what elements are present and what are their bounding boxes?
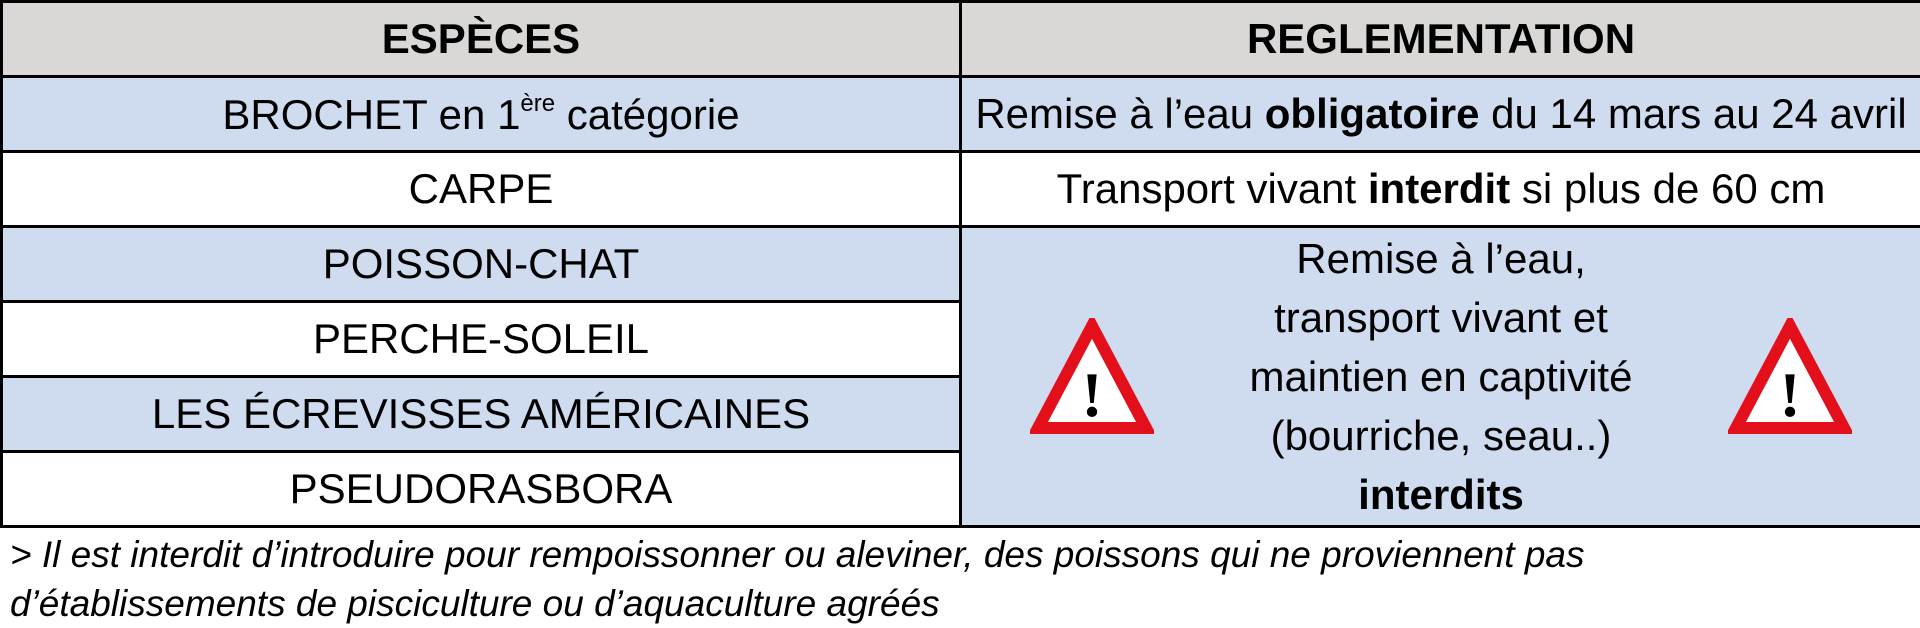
regulation-line: transport vivant et (962, 288, 1920, 347)
regulation-line: maintien en captivité (962, 347, 1920, 406)
merged-regulation-cell (961, 227, 1920, 527)
species-cell: LES ÉCREVISSES AMÉRICAINES (2, 377, 961, 452)
footnote-line: > Il est interdit d’introduire pour rempoissonner ou aleviner, des poissons qui ne proviennent pas (10, 530, 1584, 579)
regulation-cell: Transport vivant interdit si plus de 60 cm (961, 152, 1920, 227)
table-row (2, 77, 1920, 152)
table-row (2, 152, 1920, 227)
species-cell: PSEUDORASBORA (2, 452, 961, 527)
table-row (2, 227, 1920, 302)
header-species: ESPÈCES (2, 2, 961, 77)
superscript: ère (520, 90, 555, 117)
svg-text:!: ! (1779, 359, 1800, 430)
warning-triangle-icon (1030, 318, 1154, 436)
regulation-line: (bourriche, seau..) (962, 406, 1920, 465)
regulation-line-bold: interdits (962, 465, 1920, 524)
species-cell: PERCHE-SOLEIL (2, 302, 961, 377)
species-cell: CARPE (2, 152, 961, 227)
regulation-line: Remise à l’eau, (962, 229, 1920, 288)
footnote (10, 530, 1584, 628)
warning-triangle-icon (1728, 318, 1852, 436)
species-cell: POISSON-CHAT (2, 227, 961, 302)
header-row (2, 2, 1920, 77)
svg-text:!: ! (1081, 359, 1102, 430)
footnote-line: d’établissements de pisciculture ou d’aquaculture agréés (10, 579, 1584, 628)
regulation-cell: Remise à l’eau obligatoire du 14 mars au 24 avril (961, 77, 1920, 152)
species-cell: BROCHET en 1ère catégorie (2, 77, 961, 152)
header-regulation: REGLEMENTATION (961, 2, 1920, 77)
